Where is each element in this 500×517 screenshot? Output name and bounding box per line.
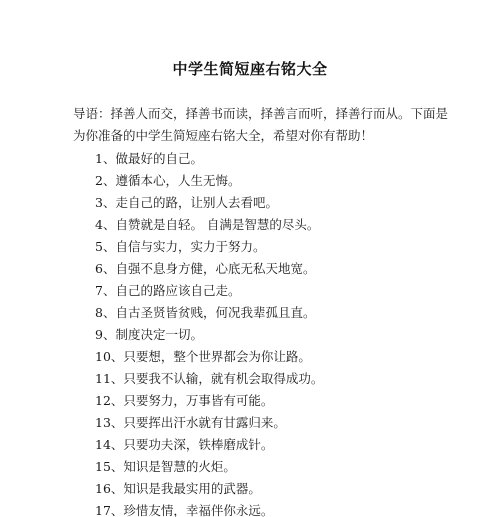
motto-item-16: 16、知识是我最实用的武器。 — [95, 481, 261, 496]
motto-item-14: 14、只要功夫深，铁棒磨成针。 — [95, 437, 274, 452]
motto-item-15: 15、知识是智慧的火炬。 — [95, 459, 236, 474]
motto-item-5: 5、自信与实力，实力于努力。 — [95, 239, 266, 254]
motto-item-7: 7、自己的路应该自己走。 — [95, 283, 241, 298]
motto-item-13: 13、只要挥出汗水就有甘露归来。 — [95, 415, 286, 430]
motto-list — [95, 148, 323, 517]
motto-item-4: 4、自赞就是自轻。 自满是智慧的尽头。 — [95, 217, 320, 232]
motto-item-6: 6、自强不息身方健，心底无私天地宽。 — [95, 261, 316, 276]
intro-paragraph — [73, 103, 449, 147]
motto-item-3: 3、走自己的路，让别人去看吧。 — [95, 195, 278, 210]
motto-item-17: 17、珍惜友情，幸福伴你永远。 — [95, 503, 274, 517]
motto-item-1: 1、做最好的自己。 — [95, 151, 203, 166]
motto-item-10: 10、只要想，整个世界都会为你让路。 — [95, 349, 311, 364]
intro-line-2: 为你准备的中学生简短座右铭大全，希望对你有帮助！ — [73, 128, 374, 143]
motto-item-12: 12、只要努力，万事皆有可能。 — [95, 393, 274, 408]
motto-item-8: 8、自古圣贤皆贫贱，何况我辈孤且直。 — [95, 305, 316, 320]
motto-item-11: 11、只要我不认输，就有机会取得成功。 — [95, 371, 324, 386]
motto-item-2: 2、遵循本心，人生无悔。 — [95, 173, 241, 188]
document-title: 中学生简短座右铭大全 — [172, 60, 328, 78]
motto-item-9: 9、制度决定一切。 — [95, 327, 203, 342]
intro-line-1: 导语：择善人而交，择善书而读，择善言而听，择善行而从。下面是 — [73, 106, 449, 121]
